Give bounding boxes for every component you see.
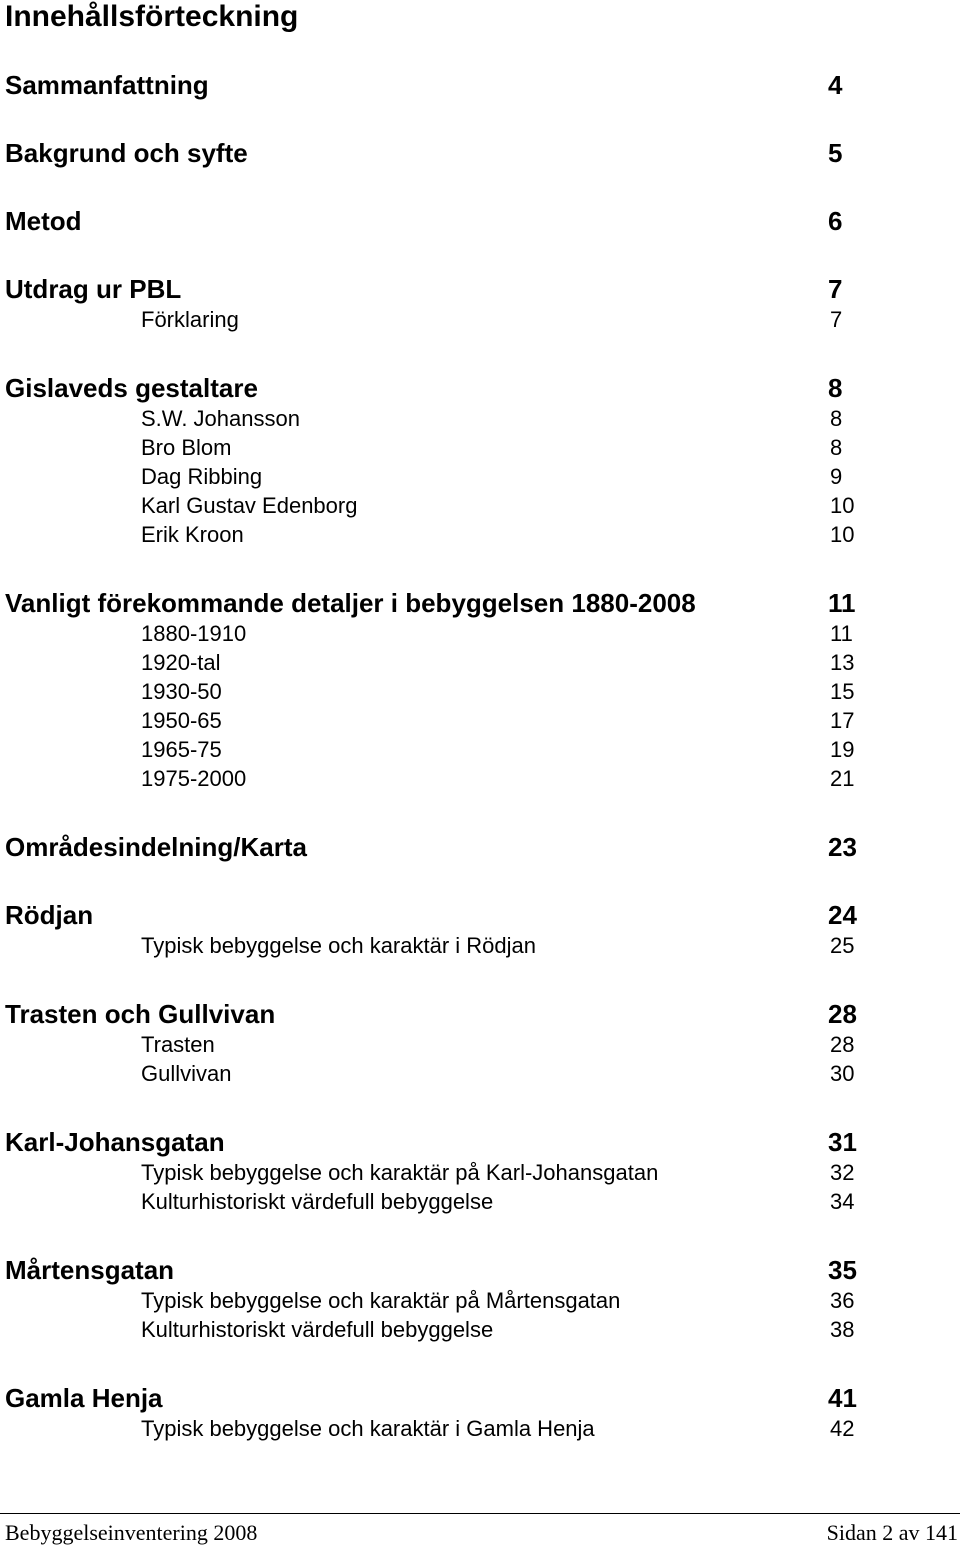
toc-subsection[interactable] bbox=[0, 678, 960, 705]
toc-subsection-page: 25 bbox=[830, 933, 855, 958]
toc-section[interactable] bbox=[0, 206, 960, 236]
toc-subsection-page: 36 bbox=[830, 1288, 855, 1313]
toc-subsection-label: Typisk bebyggelse och karaktär i Gamla Henja bbox=[141, 1416, 595, 1441]
toc-subsection-page: 9 bbox=[830, 464, 843, 489]
toc-section-label: Gislaveds gestaltare bbox=[5, 373, 258, 403]
footer-page-number: Sidan 2 av 141 bbox=[826, 1520, 958, 1545]
toc-subsection-label: Karl Gustav Edenborg bbox=[141, 493, 358, 518]
toc-subsection-label: 1920-tal bbox=[141, 650, 221, 675]
toc-subsection-page: 34 bbox=[830, 1189, 855, 1214]
toc-subsection-page: 32 bbox=[830, 1160, 855, 1185]
toc-subsection-page: 8 bbox=[830, 406, 843, 431]
toc-section-label: Bakgrund och syfte bbox=[5, 138, 248, 168]
toc-subsection-label: Kulturhistoriskt värdefull bebyggelse bbox=[141, 1317, 494, 1342]
toc-section-label: Sammanfattning bbox=[5, 70, 209, 100]
toc-subsection-label: Förklaring bbox=[141, 307, 239, 332]
toc-subsection-label: Typisk bebyggelse och karaktär på Mårtensgatan bbox=[141, 1288, 621, 1313]
toc-subsection[interactable] bbox=[0, 736, 960, 763]
toc-subsection-label: Typisk bebyggelse och karaktär i Rödjan bbox=[141, 933, 536, 958]
toc-subsection-page: 30 bbox=[830, 1061, 855, 1086]
toc-section[interactable] bbox=[0, 832, 960, 862]
toc-subsection-label: Bro Blom bbox=[141, 435, 232, 460]
toc-section[interactable] bbox=[0, 1255, 960, 1285]
toc-subsection[interactable] bbox=[0, 463, 960, 490]
toc-section[interactable] bbox=[0, 138, 960, 168]
toc-section-page: 4 bbox=[828, 70, 843, 100]
toc-section[interactable] bbox=[0, 373, 960, 403]
toc-section[interactable] bbox=[0, 900, 960, 930]
toc-section[interactable] bbox=[0, 70, 960, 100]
toc-subsection-label: Erik Kroon bbox=[141, 522, 244, 547]
toc-subsection[interactable] bbox=[0, 1031, 960, 1058]
toc-subsection-label: Typisk bebyggelse och karaktär på Karl-Johansgatan bbox=[141, 1160, 659, 1185]
toc-section[interactable] bbox=[0, 274, 960, 304]
toc-subsection-page: 19 bbox=[830, 737, 855, 762]
footer-divider bbox=[0, 1513, 960, 1514]
toc-subsection[interactable] bbox=[0, 492, 960, 519]
toc-subsection-page: 11 bbox=[830, 621, 853, 646]
toc-subsection-page: 38 bbox=[830, 1317, 855, 1342]
toc-subsection-label: 1880-1910 bbox=[141, 621, 247, 646]
toc-section-page: 5 bbox=[828, 138, 843, 168]
toc-subsection[interactable] bbox=[0, 649, 960, 676]
toc-subsection-label: Trasten bbox=[141, 1032, 215, 1057]
toc-section-label: Utdrag ur PBL bbox=[5, 274, 182, 304]
toc-section-page: 8 bbox=[828, 373, 843, 403]
toc-section[interactable] bbox=[0, 588, 960, 618]
toc-section-label: Mårtensgatan bbox=[5, 1255, 175, 1285]
toc-subsection-label: 1950-65 bbox=[141, 708, 222, 733]
toc-subsection-page: 10 bbox=[830, 493, 855, 518]
toc-subsection-page: 7 bbox=[830, 307, 843, 332]
toc-subsection-page: 13 bbox=[830, 650, 855, 675]
toc-subsection-label: 1975-2000 bbox=[141, 766, 247, 791]
toc-subsection-page: 42 bbox=[830, 1416, 855, 1441]
toc-section-page: 24 bbox=[828, 900, 857, 930]
toc-section-page: 41 bbox=[828, 1383, 857, 1413]
toc-section[interactable] bbox=[0, 999, 960, 1029]
toc-section-page: 35 bbox=[828, 1255, 857, 1285]
toc-section-page: 23 bbox=[828, 832, 857, 862]
toc-section-label: Trasten och Gullvivan bbox=[5, 999, 276, 1029]
toc-section[interactable] bbox=[0, 1127, 960, 1157]
toc-section-page: 28 bbox=[828, 999, 857, 1029]
toc-subsection-page: 17 bbox=[830, 708, 855, 733]
toc-subsection-page: 28 bbox=[830, 1032, 855, 1057]
toc-subsection[interactable] bbox=[0, 1316, 960, 1343]
toc-section[interactable] bbox=[0, 1383, 960, 1413]
toc-section-page: 7 bbox=[828, 274, 843, 304]
toc-subsection[interactable] bbox=[0, 521, 960, 548]
toc-section-page: 31 bbox=[828, 1127, 857, 1157]
toc-section-label: Karl-Johansgatan bbox=[5, 1127, 225, 1157]
toc-subsection-label: S.W. Johansson bbox=[141, 406, 300, 431]
toc-subsection[interactable] bbox=[0, 1060, 960, 1087]
toc-subsection-page: 15 bbox=[830, 679, 855, 704]
toc-subsection-page: 21 bbox=[830, 766, 855, 791]
toc-subsection-label: 1965-75 bbox=[141, 737, 222, 762]
toc-subsection[interactable] bbox=[0, 932, 960, 959]
toc-subsection[interactable] bbox=[0, 306, 960, 333]
toc-section-label: Områdesindelning/Karta bbox=[5, 832, 307, 862]
toc-subsection[interactable] bbox=[0, 765, 960, 792]
toc-subsection[interactable] bbox=[0, 1159, 960, 1186]
toc-section-page: 11 bbox=[828, 588, 856, 618]
toc-section-page: 6 bbox=[828, 206, 843, 236]
toc-section-label: Rödjan bbox=[5, 900, 94, 930]
toc-subsection-page: 10 bbox=[830, 522, 855, 547]
toc-subsection-label: Kulturhistoriskt värdefull bebyggelse bbox=[141, 1189, 494, 1214]
toc-subsection[interactable] bbox=[0, 1287, 960, 1314]
toc-subsection[interactable] bbox=[0, 1188, 960, 1215]
page-title: Innehållsförteckning bbox=[5, 0, 299, 33]
toc-subsection-page: 8 bbox=[830, 435, 843, 460]
toc-subsection[interactable] bbox=[0, 707, 960, 734]
toc-subsection[interactable] bbox=[0, 434, 960, 461]
toc-subsection-label: Gullvivan bbox=[141, 1061, 232, 1086]
toc-section-label: Vanligt förekommande detaljer i bebyggelsen 1880-2008 bbox=[5, 588, 696, 618]
toc-section-label: Gamla Henja bbox=[5, 1383, 163, 1413]
toc-subsection-label: 1930-50 bbox=[141, 679, 222, 704]
toc-subsection-label: Dag Ribbing bbox=[141, 464, 263, 489]
footer-document-title: Bebyggelseinventering 2008 bbox=[5, 1520, 258, 1545]
toc-subsection[interactable] bbox=[0, 1415, 960, 1442]
toc-subsection[interactable] bbox=[0, 405, 960, 432]
toc-subsection[interactable] bbox=[0, 620, 960, 647]
toc-section-label: Metod bbox=[5, 206, 82, 236]
